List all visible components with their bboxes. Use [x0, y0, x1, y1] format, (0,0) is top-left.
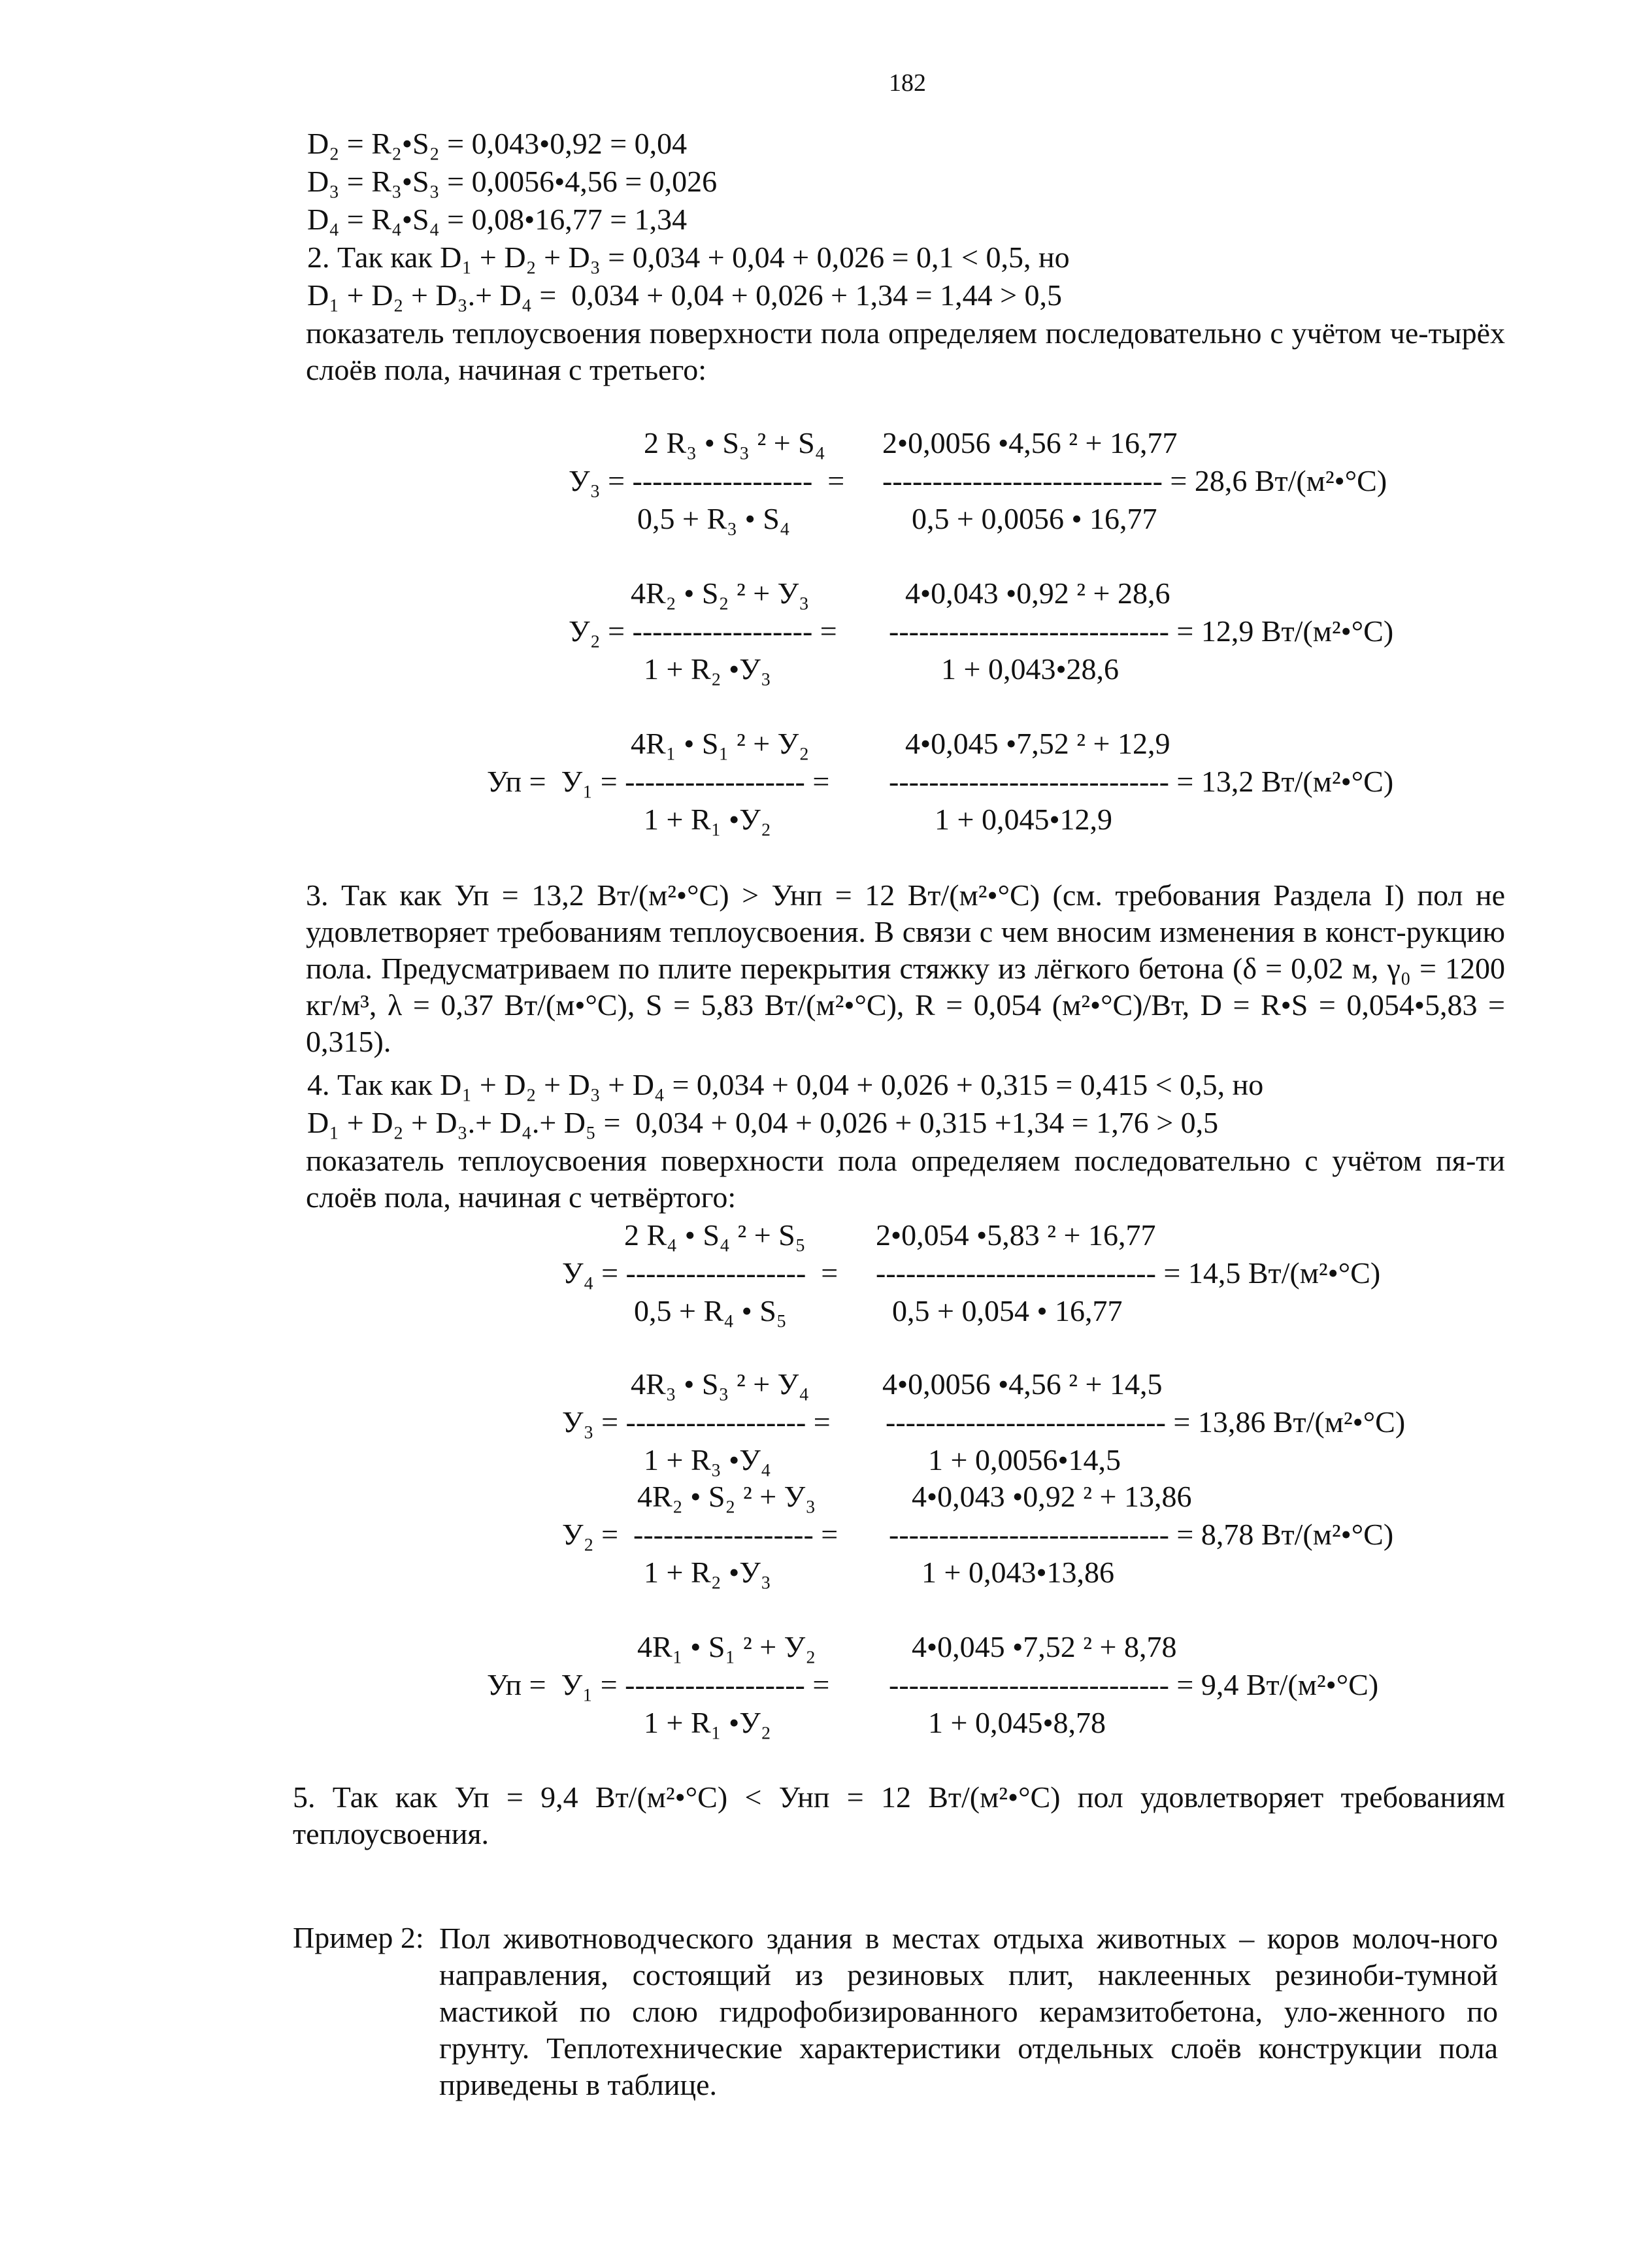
den-symbolic: 1 + R₂ •У₃	[644, 1556, 771, 1589]
den-value: 0,5 + 0,0056 • 16,77	[912, 502, 1157, 535]
formula-d2: D₂ = R₂•S₂ = 0,043•0,92 = 0,04	[307, 127, 688, 160]
lhs: У₂ = ------------------ =	[562, 1518, 838, 1551]
den-symbolic: 1 + R₃ •У₄	[644, 1443, 771, 1476]
page-number: 182	[889, 69, 926, 97]
step-4-line: 4. Так как D₁ + D₂ + D₃ + D₄ = 0,034 + 0,04 + 0,026 + 0,315 = 0,415 < 0,5, но	[307, 1068, 1264, 1101]
den-symbolic: 1 + R₁ •У₂	[644, 1706, 771, 1739]
num-value: 4•0,0056 •4,56 ² + 14,5	[882, 1367, 1163, 1401]
paragraph-4: 5. Так как Уп = 9,4 Вт/(м²•°С) < Унп = 12 Вт/(м²•°С) пол удовлетворяет требованиям теплоусвоения.	[293, 1780, 1505, 1850]
rhs-result: ---------------------------- = 12,9 Вт/(м²•°C)	[889, 614, 1394, 648]
den-value: 1 + 0,043•13,86	[921, 1556, 1115, 1589]
num-value: 2•0,054 •5,83 ² + 16,77	[876, 1218, 1156, 1252]
num-symbolic: 4R₁ • S₁ ² + У₂	[631, 727, 810, 760]
den-symbolic: 1 + R₂ •У₃	[644, 652, 771, 686]
lhs: У₄ = ------------------ =	[562, 1256, 838, 1290]
num-symbolic: 2 R₄ • S₄ ² + S₅	[624, 1218, 806, 1252]
lhs: Уп = У₁ = ------------------ =	[487, 1668, 830, 1701]
den-value: 1 + 0,0056•14,5	[928, 1443, 1121, 1476]
rhs-result: ---------------------------- = 13,2 Вт/(м²•°C)	[889, 765, 1394, 798]
lhs: Уп = У₁ = ------------------ =	[487, 765, 830, 798]
sum-d5-line: D₁ + D₂ + D₃.+ D₄.+ D₅ = 0,034 + 0,04 + 0,026 + 0,315 +1,34 = 1,76 > 0,5	[307, 1106, 1219, 1139]
num-value: 4•0,043 •0,92 ² + 28,6	[905, 576, 1170, 610]
num-value: 4•0,045 •7,52 ² + 8,78	[912, 1630, 1177, 1663]
rhs-result: ---------------------------- = 13,86 Вт/(м²•°C)	[886, 1405, 1406, 1439]
num-symbolic: 4R₂ • S₂ ² + У₃	[637, 1480, 816, 1513]
rhs-result: ---------------------------- = 8,78 Вт/(м²•°C)	[889, 1518, 1394, 1551]
sum-d-line: D₁ + D₂ + D₃.+ D₄ = 0,034 + 0,04 + 0,026 + 1,34 = 1,44 > 0,5	[307, 278, 1063, 312]
den-value: 1 + 0,043•28,6	[941, 652, 1120, 686]
example-text: Пол животноводческого здания в местах отдыха животных – коров молоч-ного направления, состоящий из резиновых плит, наклеенных резиноби-тумной мастикой по слою гидрофобизированного керамзитобетона, уло-женного по грунту. Теплотехнические характеристики отдельных слоёв конструкции пола приведены в таблице.	[439, 1922, 1498, 2101]
rhs-result: ---------------------------- = 28,6 Вт/(м²•°C)	[882, 464, 1387, 497]
num-symbolic: 4R₂ • S₂ ² + У₃	[631, 576, 810, 610]
rhs-result: ---------------------------- = 14,5 Вт/(м²•°C)	[876, 1256, 1381, 1290]
den-symbolic: 1 + R₁ •У₂	[644, 803, 771, 836]
num-value: 4•0,045 •7,52 ² + 12,9	[905, 727, 1170, 760]
num-value: 4•0,043 •0,92 ² + 13,86	[912, 1480, 1192, 1513]
rhs-result: ---------------------------- = 9,4 Вт/(м²•°C)	[889, 1668, 1379, 1701]
num-symbolic: 2 R₃ • S₃ ² + S₄	[644, 426, 825, 459]
num-value: 2•0,0056 •4,56 ² + 16,77	[882, 426, 1178, 459]
den-value: 1 + 0,045•8,78	[928, 1706, 1106, 1739]
paragraph-3: показатель теплоусвоения поверхности пола определяем последовательно с учётом пя-ти слоёв пола, начиная с четвёртого:	[306, 1144, 1505, 1214]
num-symbolic: 4R₁ • S₁ ² + У₂	[637, 1630, 816, 1663]
paragraph-2: 3. Так как Уп = 13,2 Вт/(м²•°С) > Унп = 12 Вт/(м²•°С) (см. требования Раздела I) пол не удовлетворяет требованиям теплоусвоения. В связи с чем вносим изменения в конст-рукцию пола. Предусматриваем по плите перекрытия стяжку из лёгкого бетона (δ = 0,02 м, γ₀ = 1200 кг/м³, λ = 0,37 Вт/(м•°С), S = 5,83 Вт/(м²•°С), R = 0,054 (м²•°С)/Вт, D = R•S = 0,054•5,83 = 0,315).	[306, 878, 1505, 1058]
formula-d4: D₄ = R₄•S₄ = 0,08•16,77 = 1,34	[307, 203, 688, 236]
paragraph-1: показатель теплоусвоения поверхности пола определяем последовательно с учётом че-тырёх слоёв пола, начиная с третьего:	[306, 316, 1505, 386]
formula-d3: D₃ = R₃•S₃ = 0,0056•4,56 = 0,026	[307, 165, 718, 198]
den-symbolic: 0,5 + R₃ • S₄	[637, 502, 790, 535]
den-symbolic: 0,5 + R₄ • S₅	[634, 1294, 787, 1327]
num-symbolic: 4R₃ • S₃ ² + У₄	[631, 1367, 810, 1401]
lhs: У₃ = ------------------ =	[562, 1405, 831, 1439]
den-value: 1 + 0,045•12,9	[935, 803, 1113, 836]
step-2-line: 2. Так как D₁ + D₂ + D₃ = 0,034 + 0,04 + 0,026 = 0,1 < 0,5, но	[307, 241, 1070, 274]
den-value: 0,5 + 0,054 • 16,77	[892, 1294, 1123, 1327]
lhs: У₃ = ------------------ =	[569, 464, 845, 497]
example-label: Пример 2:	[293, 1921, 424, 1954]
lhs: У₂ = ------------------ =	[569, 614, 837, 648]
